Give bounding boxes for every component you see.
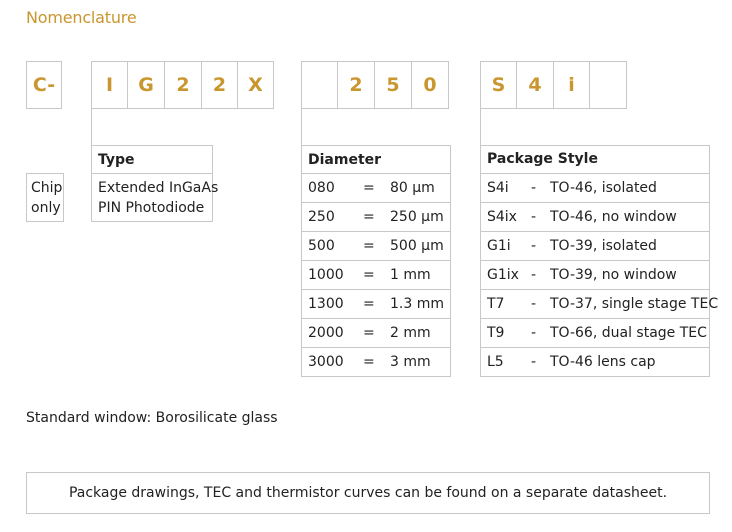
package-dash: - bbox=[531, 267, 537, 283]
type-divider bbox=[92, 173, 212, 174]
datasheet-note bbox=[26, 472, 710, 514]
diameter-value: 2 mm bbox=[390, 325, 431, 341]
package-dash: - bbox=[531, 296, 537, 312]
diameter-header: Diameter bbox=[308, 152, 382, 168]
code-cell-diameter-4: 0 bbox=[412, 61, 449, 109]
diameter-equals: = bbox=[363, 354, 375, 370]
diameter-code: 2000 bbox=[308, 325, 344, 341]
package-code: T7 bbox=[487, 296, 505, 312]
chip-only-line1: Chip bbox=[31, 180, 63, 196]
diameter-equals: = bbox=[363, 180, 375, 196]
diameter-equals: = bbox=[363, 267, 375, 283]
package-header: Package Style bbox=[487, 151, 598, 167]
type-line1: Extended InGaAs bbox=[98, 180, 219, 196]
package-dash: - bbox=[531, 209, 537, 225]
code-cell-diameter-1 bbox=[301, 61, 338, 109]
package-code: L5 bbox=[487, 354, 504, 370]
diameter-row bbox=[302, 318, 450, 347]
package-row bbox=[481, 173, 709, 202]
package-desc: TO-39, no window bbox=[550, 267, 677, 283]
type-line2: PIN Photodiode bbox=[98, 200, 205, 216]
diameter-row bbox=[302, 260, 450, 289]
page-title: Nomenclature bbox=[26, 8, 137, 27]
package-desc: TO-46, isolated bbox=[550, 180, 657, 196]
diameter-row bbox=[302, 173, 450, 202]
package-row bbox=[481, 289, 719, 318]
package-code: G1i bbox=[487, 238, 511, 254]
chip-only-line2: only bbox=[31, 200, 61, 216]
code-cell-package-4 bbox=[590, 61, 627, 109]
diameter-code: 1000 bbox=[308, 267, 344, 283]
package-row bbox=[481, 231, 709, 260]
datasheet-note-text: Package drawings, TEC and thermistor curves can be found on a separate datasheet. bbox=[68, 485, 668, 501]
diameter-value: 1 mm bbox=[390, 267, 431, 283]
diameter-equals: = bbox=[363, 296, 375, 312]
diameter-row bbox=[302, 231, 450, 260]
code-cell-type-3: 2 bbox=[165, 61, 202, 109]
package-dash: - bbox=[531, 325, 537, 341]
connector-diameter bbox=[301, 109, 302, 145]
code-cell-diameter-2: 2 bbox=[338, 61, 375, 109]
diameter-code: 500 bbox=[308, 238, 335, 254]
package-dash: - bbox=[531, 238, 537, 254]
package-desc: TO-39, isolated bbox=[550, 238, 657, 254]
diameter-value: 80 µm bbox=[390, 180, 435, 196]
package-desc: TO-46 lens cap bbox=[550, 354, 656, 370]
package-code: G1ix bbox=[487, 267, 519, 283]
package-row bbox=[481, 260, 709, 289]
code-cell-type-2: G bbox=[128, 61, 165, 109]
diameter-value: 250 µm bbox=[390, 209, 444, 225]
package-row bbox=[481, 347, 709, 376]
code-cell-package-2: 4 bbox=[517, 61, 554, 109]
diameter-code: 080 bbox=[308, 180, 335, 196]
diameter-row bbox=[302, 202, 450, 231]
diameter-equals: = bbox=[363, 325, 375, 341]
package-dash: - bbox=[531, 354, 537, 370]
package-row bbox=[481, 202, 709, 231]
package-desc: TO-37, single stage TEC bbox=[550, 296, 719, 312]
code-cell-prefix: C- bbox=[26, 61, 62, 109]
code-cell-diameter-3: 5 bbox=[375, 61, 412, 109]
diameter-code: 3000 bbox=[308, 354, 344, 370]
package-code: T9 bbox=[487, 325, 505, 341]
diameter-equals: = bbox=[363, 209, 375, 225]
package-code: S4ix bbox=[487, 209, 517, 225]
type-header: Type bbox=[98, 152, 135, 168]
diameter-row bbox=[302, 347, 450, 376]
diameter-code: 250 bbox=[308, 209, 335, 225]
diameter-value: 1.3 mm bbox=[390, 296, 444, 312]
diameter-value: 3 mm bbox=[390, 354, 431, 370]
diameter-value: 500 µm bbox=[390, 238, 444, 254]
code-cell-type-4: 2 bbox=[202, 61, 238, 109]
diameter-code: 1300 bbox=[308, 296, 344, 312]
standard-window-text: Standard window: Borosilicate glass bbox=[26, 410, 278, 426]
code-cell-type-5: X bbox=[238, 61, 274, 109]
code-cell-package-3: i bbox=[554, 61, 590, 109]
package-code: S4i bbox=[487, 180, 509, 196]
code-cell-type-1: I bbox=[91, 61, 128, 109]
package-desc: TO-46, no window bbox=[550, 209, 677, 225]
connector-package bbox=[480, 109, 481, 145]
package-row bbox=[481, 318, 709, 347]
code-cell-package-1: S bbox=[480, 61, 517, 109]
connector-type bbox=[91, 109, 92, 145]
diameter-equals: = bbox=[363, 238, 375, 254]
diameter-row bbox=[302, 289, 450, 318]
package-dash: - bbox=[531, 180, 537, 196]
package-desc: TO-66, dual stage TEC bbox=[550, 325, 707, 341]
